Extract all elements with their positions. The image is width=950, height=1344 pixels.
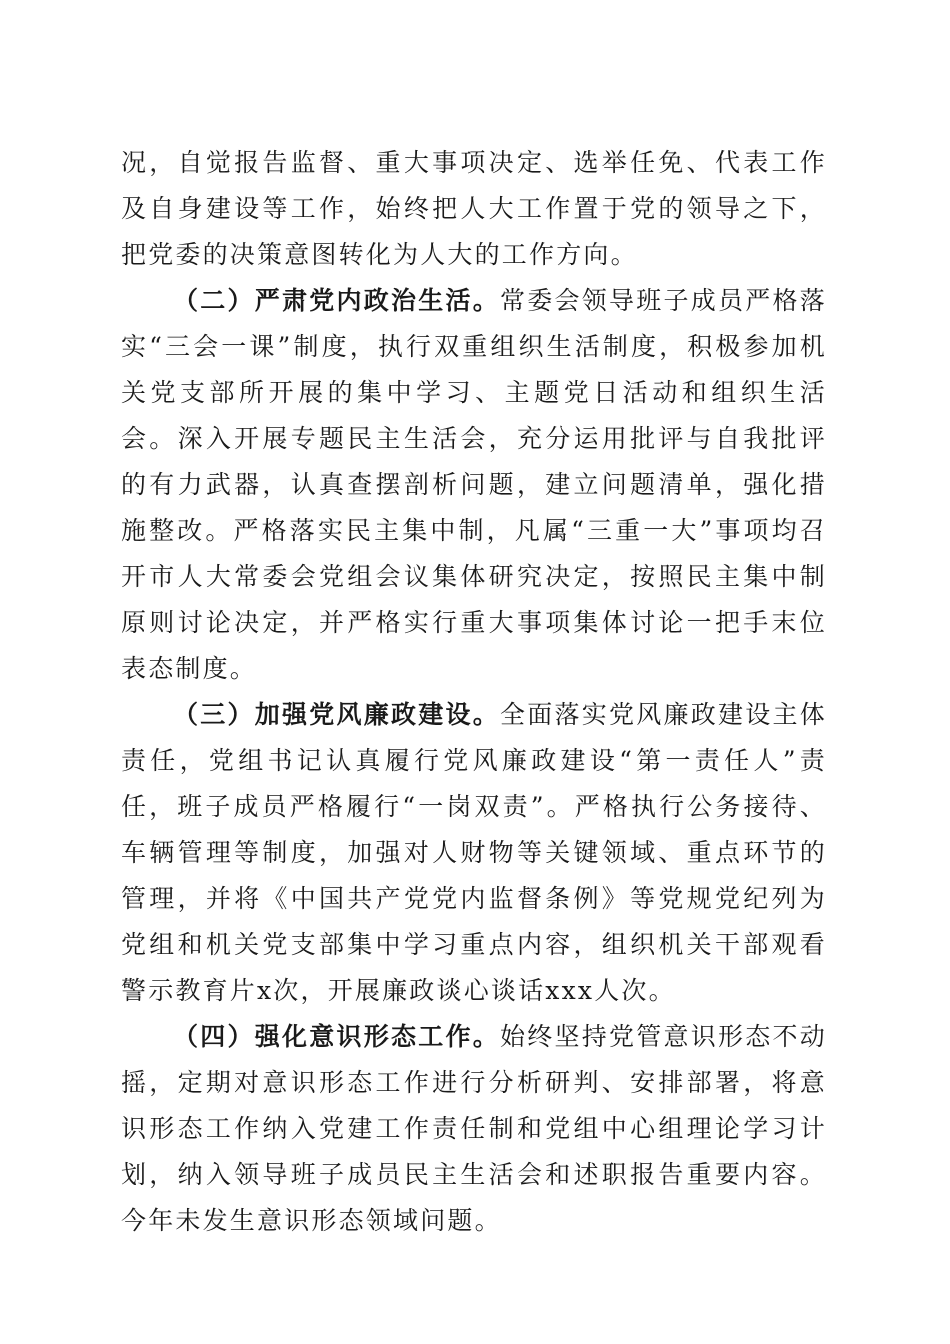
paragraph-section-2 [121, 278, 827, 692]
paragraph-section-3 [121, 692, 827, 1014]
document-page [121, 140, 827, 1244]
section-heading: （二）严肃党内政治生活。 [173, 286, 501, 315]
paragraph-body: 况，自觉报告监督、重大事项决定、选举任免、代表工作及自身建设等工作，始终把人大工作置于党的领导之下，把党委的决策意图转化为人大的工作方向。 [121, 148, 827, 269]
paragraph-body: 常委会领导班子成员严格落实“三会一课”制度，执行双重组织生活制度，积极参加机关党支部所开展的集中学习、主题党日活动和组织生活会。深入开展专题民主生活会，充分运用批评与自我批评的有力武器，认真查摆剖析问题，建立问题清单，强化措施整改。严格落实民主集中制，凡属“三重一大”事项均召开市人大常委会党组会议集体研究决定，按照民主集中制原则讨论决定，并严格实行重大事项集体讨论一把手末位表态制度。 [121, 286, 828, 683]
paragraph-continuation [121, 140, 827, 278]
paragraph-body: 始终坚持党管意识形态不动摇，定期对意识形态工作进行分析研判、安排部署，将意识形态工作纳入党建工作责任制和党组中心组理论学习计划，纳入领导班子成员民主生活会和述职报告重要内容。今年未发生意识形态领域问题。 [121, 1022, 828, 1235]
paragraph-body: 全面落实党风廉政建设主体责任，党组书记认真履行党风廉政建设“第一责任人”责任，班子成员严格履行“一岗双责”。严格执行公务接待、车辆管理等制度，加强对人财物等关键领域、重点环节的管理，并将《中国共产党党内监督条例》等党规党纪列为党组和机关党支部集中学习重点内容，组织机关干部观看警示教育片x次，开展廉政谈心谈话xxx人次。 [121, 700, 828, 1005]
paragraph-section-4 [121, 1014, 827, 1244]
section-heading: （四）强化意识形态工作。 [173, 1022, 501, 1051]
section-heading: （三）加强党风廉政建设。 [173, 700, 501, 729]
